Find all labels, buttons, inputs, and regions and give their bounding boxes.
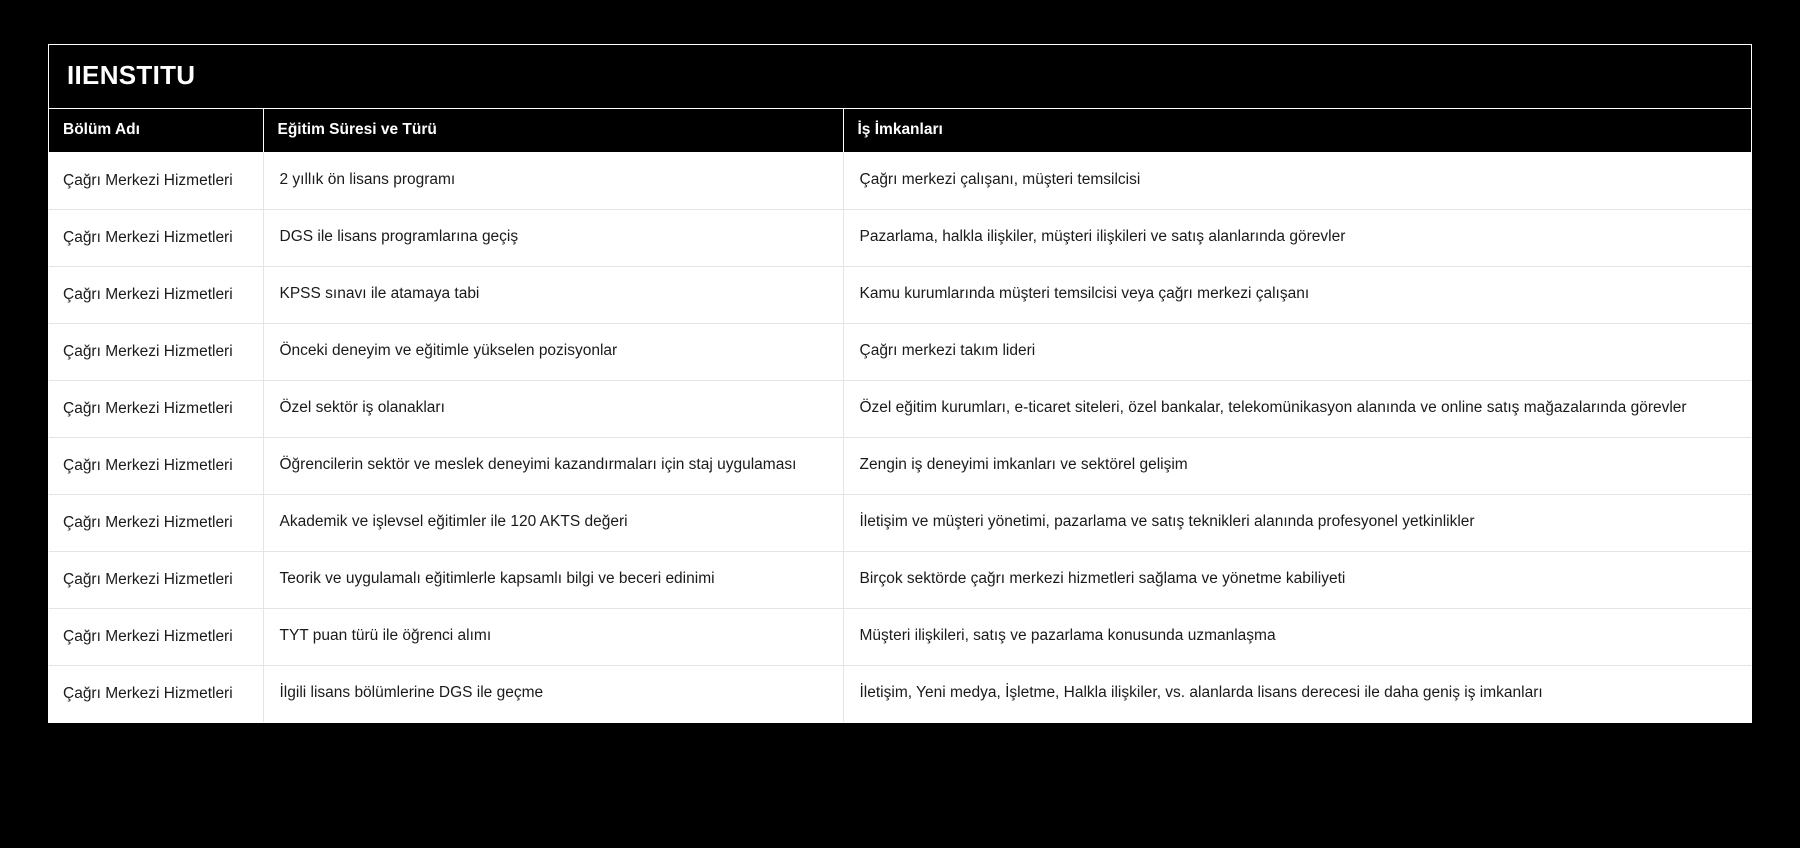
cell-is-imkanlari: Birçok sektörde çağrı merkezi hizmetleri sağlama ve yönetme kabiliyeti: [843, 551, 1751, 608]
table-row: [49, 209, 1751, 266]
cell-bolum-adi: Çağrı Merkezi Hizmetleri: [49, 209, 263, 266]
table-row: [49, 323, 1751, 380]
cell-bolum-adi: Çağrı Merkezi Hizmetleri: [49, 551, 263, 608]
cell-is-imkanlari: Özel eğitim kurumları, e-ticaret siteleri, özel bankalar, telekomünikasyon alanında ve online satış mağazalarında görevler: [843, 380, 1751, 437]
cell-egitim-suresi: Teorik ve uygulamalı eğitimlerle kapsamlı bilgi ve beceri edinimi: [263, 551, 843, 608]
table-header: [49, 109, 1751, 153]
cell-egitim-suresi: Önceki deneyim ve eğitimle yükselen pozisyonlar: [263, 323, 843, 380]
table-header-row: [49, 109, 1751, 153]
table-row: [49, 152, 1751, 209]
column-header-is-imkanlari: İş İmkanları: [843, 109, 1751, 153]
table-row: [49, 608, 1751, 665]
cell-bolum-adi: Çağrı Merkezi Hizmetleri: [49, 608, 263, 665]
cell-egitim-suresi: Akademik ve işlevsel eğitimler ile 120 AKTS değeri: [263, 494, 843, 551]
brand-title: IIENSTITU: [67, 60, 196, 90]
cell-is-imkanlari: Çağrı merkezi takım lideri: [843, 323, 1751, 380]
cell-is-imkanlari: İletişim, Yeni medya, İşletme, Halkla ilişkiler, vs. alanlarda lisans derecesi ile daha geniş iş imkanları: [843, 665, 1751, 722]
table-row: [49, 380, 1751, 437]
info-table-container: [48, 44, 1752, 723]
cell-is-imkanlari: Çağrı merkezi çalışanı, müşteri temsilcisi: [843, 152, 1751, 209]
column-header-egitim-suresi-ve-turu: Eğitim Süresi ve Türü: [263, 109, 843, 153]
table-row: [49, 551, 1751, 608]
cell-bolum-adi: Çağrı Merkezi Hizmetleri: [49, 323, 263, 380]
cell-is-imkanlari: Pazarlama, halkla ilişkiler, müşteri ilişkileri ve satış alanlarında görevler: [843, 209, 1751, 266]
table-row: [49, 494, 1751, 551]
cell-bolum-adi: Çağrı Merkezi Hizmetleri: [49, 380, 263, 437]
cell-bolum-adi: Çağrı Merkezi Hizmetleri: [49, 665, 263, 722]
table-body: [49, 152, 1751, 722]
table-row: [49, 266, 1751, 323]
cell-egitim-suresi: Öğrencilerin sektör ve meslek deneyimi kazandırmaları için staj uygulaması: [263, 437, 843, 494]
cell-is-imkanlari: Müşteri ilişkileri, satış ve pazarlama konusunda uzmanlaşma: [843, 608, 1751, 665]
cell-egitim-suresi: KPSS sınavı ile atamaya tabi: [263, 266, 843, 323]
table-row: [49, 437, 1751, 494]
cell-egitim-suresi: İlgili lisans bölümlerine DGS ile geçme: [263, 665, 843, 722]
cell-bolum-adi: Çağrı Merkezi Hizmetleri: [49, 437, 263, 494]
cell-is-imkanlari: Kamu kurumlarında müşteri temsilcisi veya çağrı merkezi çalışanı: [843, 266, 1751, 323]
cell-is-imkanlari: Zengin iş deneyimi imkanları ve sektörel gelişim: [843, 437, 1751, 494]
column-header-bolum-adi: Bölüm Adı: [49, 109, 263, 153]
brand-bar: [49, 45, 1751, 109]
cell-bolum-adi: Çağrı Merkezi Hizmetleri: [49, 266, 263, 323]
cell-egitim-suresi: 2 yıllık ön lisans programı: [263, 152, 843, 209]
cell-egitim-suresi: TYT puan türü ile öğrenci alımı: [263, 608, 843, 665]
cell-egitim-suresi: DGS ile lisans programlarına geçiş: [263, 209, 843, 266]
cell-egitim-suresi: Özel sektör iş olanakları: [263, 380, 843, 437]
cell-bolum-adi: Çağrı Merkezi Hizmetleri: [49, 152, 263, 209]
comparison-table: [49, 109, 1751, 723]
cell-bolum-adi: Çağrı Merkezi Hizmetleri: [49, 494, 263, 551]
table-row: [49, 665, 1751, 722]
cell-is-imkanlari: İletişim ve müşteri yönetimi, pazarlama ve satış teknikleri alanında profesyonel yetkinlikler: [843, 494, 1751, 551]
